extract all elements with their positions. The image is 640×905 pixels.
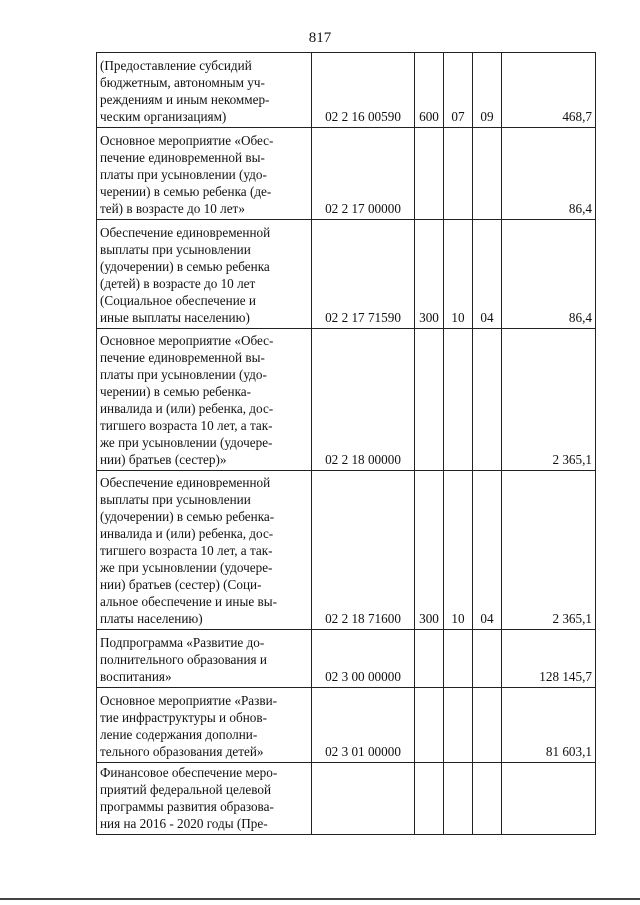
row-subsection: 04 [473,220,502,329]
row-code: 02 3 01 00000 [312,688,415,763]
row-amount: 468,7 [502,53,596,128]
row-code: 02 2 16 00590 [312,53,415,128]
row-expense-type: 300 [415,471,444,630]
row-section: 07 [444,53,473,128]
row-amount: 128 145,7 [502,630,596,688]
row-amount: 86,4 [502,128,596,220]
row-name: Основное мероприятие «Разви- тие инфраструктуры и обнов- ление содержания дополни- тельного образования детей» [97,688,312,763]
row-code: 02 2 17 00000 [312,128,415,220]
row-name: Подпрограмма «Развитие до- полнительного образования и воспитания» [97,630,312,688]
table-row [97,53,596,128]
budget-table [96,52,596,835]
row-amount: 2 365,1 [502,329,596,471]
row-code: 02 3 00 00000 [312,630,415,688]
row-subsection [473,128,502,220]
table-row [97,630,596,688]
row-amount: 81 603,1 [502,688,596,763]
row-code: 02 2 18 71600 [312,471,415,630]
row-amount [502,763,596,835]
row-section: 10 [444,471,473,630]
table-row [97,329,596,471]
row-section [444,763,473,835]
row-expense-type [415,329,444,471]
row-subsection [473,763,502,835]
row-name: Обеспечение единовременной выплаты при усыновлении (удочерении) в семью ребенка (детей) в возрасте до 10 лет (Социальное обеспечение и иные выплаты населению) [97,220,312,329]
table-row [97,220,596,329]
row-subsection [473,630,502,688]
table-row [97,471,596,630]
table-row [97,128,596,220]
row-subsection [473,329,502,471]
row-code: 02 2 18 00000 [312,329,415,471]
row-code: 02 2 17 71590 [312,220,415,329]
row-expense-type: 300 [415,220,444,329]
row-subsection: 04 [473,471,502,630]
row-section: 10 [444,220,473,329]
row-expense-type [415,128,444,220]
page-number: 817 [308,30,332,46]
row-expense-type [415,763,444,835]
row-section [444,630,473,688]
row-amount: 86,4 [502,220,596,329]
page-bottom-rule [0,898,640,900]
row-name: Основное мероприятие «Обес- печение единовременной вы- платы при усыновлении (удо- черении) в семью ребенка (де- тей) в возрасте до 10 лет» [97,128,312,220]
table-row [97,688,596,763]
row-section [444,688,473,763]
row-expense-type: 600 [415,53,444,128]
row-name: Финансовое обеспечение меро- приятий федеральной целевой программы развития образова- ния на 2016 - 2020 годы (Пре- [97,763,312,835]
row-subsection [473,688,502,763]
row-section [444,329,473,471]
row-section [444,128,473,220]
row-expense-type [415,688,444,763]
row-name: (Предоставление субсидий бюджетным, автономным уч- реждениям и иным некоммер- ческим организациям) [97,53,312,128]
row-subsection: 09 [473,53,502,128]
row-name: Обеспечение единовременной выплаты при усыновлении (удочерении) в семью ребенка- инвалида и (или) ребенка, дос- тигшего возраста 10 лет, а так- же при усыновлении (удочере- нии) братьев (сестер) (Соци- альное обеспечение и иные вы- платы населению) [97,471,312,630]
table-row [97,763,596,835]
row-code [312,763,415,835]
row-expense-type [415,630,444,688]
row-name: Основное мероприятие «Обес- печение единовременной вы- платы при усыновлении (удо- черении) в семью ребенка- инвалида и (или) ребенка, дос- тигшего возраста 10 лет, а так- же при усыновлении (удочере- нии) братьев (сестер)» [97,329,312,471]
row-amount: 2 365,1 [502,471,596,630]
